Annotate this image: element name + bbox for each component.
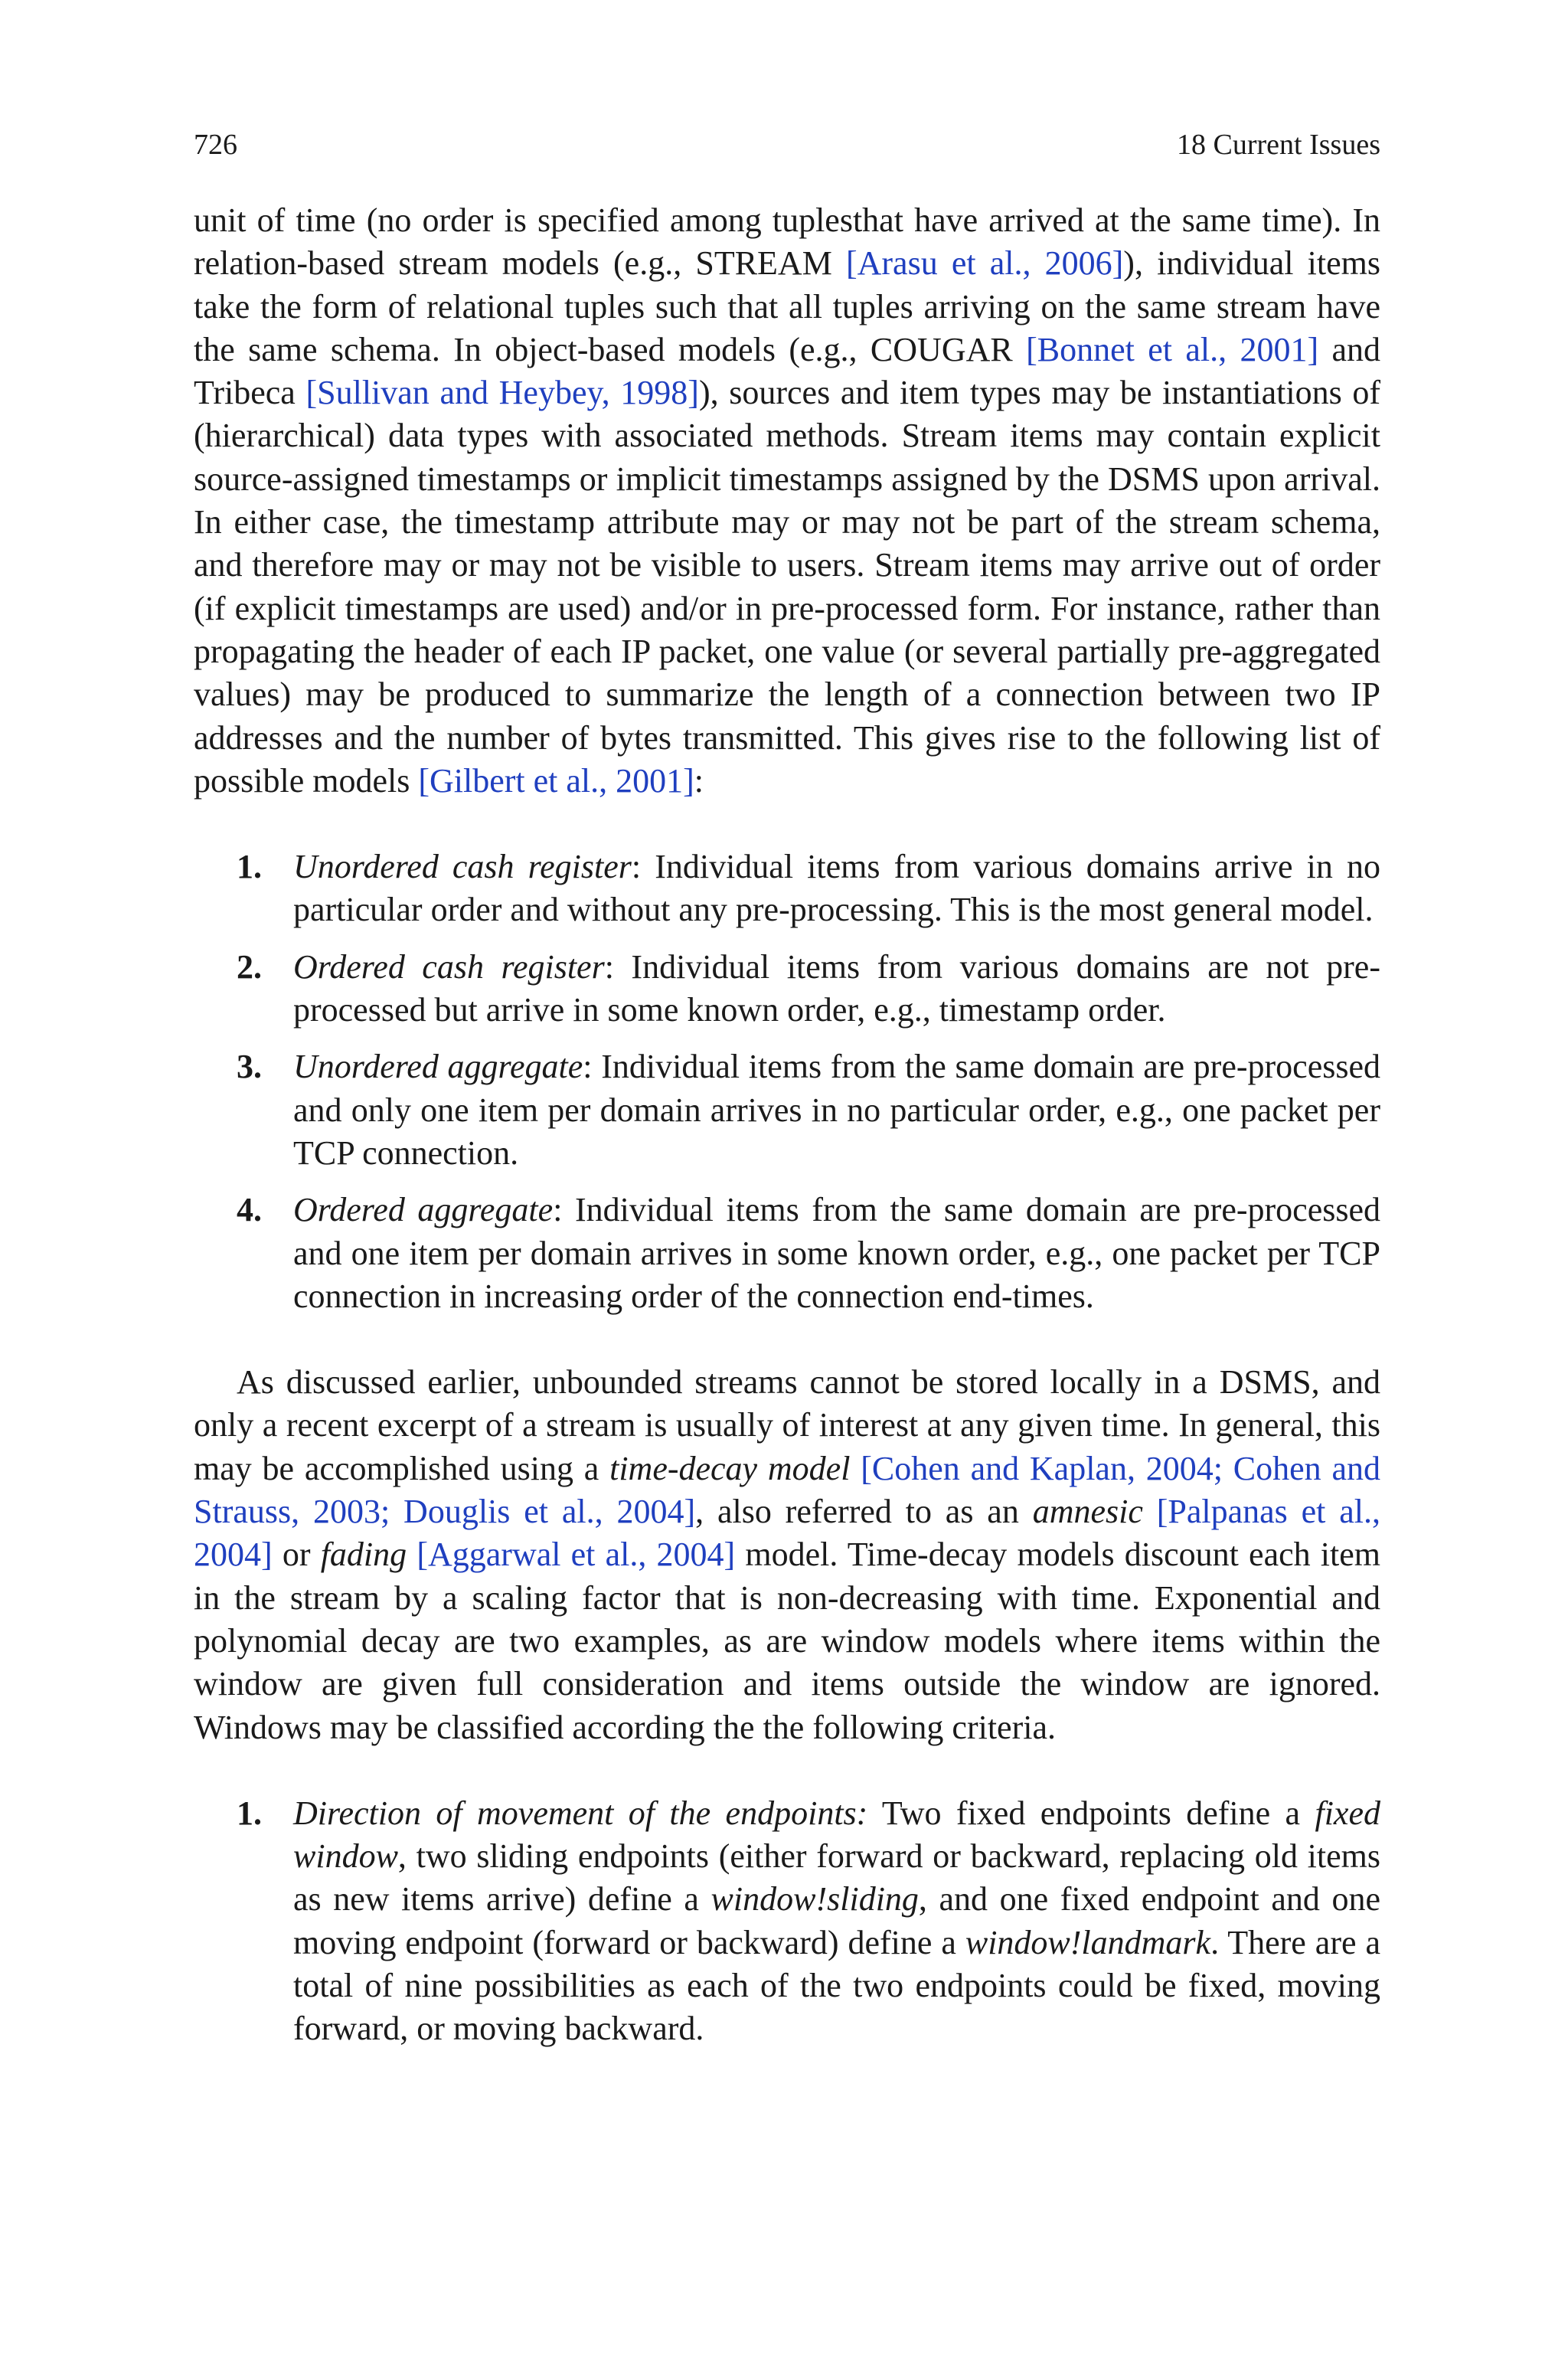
- text-run: [850, 1450, 861, 1487]
- text-run: , and one fixed endpoint and one moving endpoint (forward or backward) define a: [293, 1880, 1380, 1961]
- text-run: model. Time-decay models discount each item in the stream by a scaling factor that is non-decreasing with time. Exponential and polynomial decay are two examples, as are window models where items within the window are given full consideration and items outside the window are ignored. Windows may be classified according the the following criteria.: [194, 1536, 1381, 1746]
- citation-link[interactable]: [Aggarwal et al., 2004]: [416, 1536, 736, 1574]
- emphasis: amnesic: [1032, 1493, 1143, 1531]
- list-term: Direction of movement of the endpoints:: [293, 1794, 868, 1832]
- list-number: 1.: [237, 848, 262, 886]
- window-criteria-list: [194, 1792, 1380, 2051]
- text-run: Two fixed endpoints define a: [867, 1794, 1315, 1832]
- chapter-title: 18 Current Issues: [1177, 129, 1380, 161]
- emphasis: time-decay model: [609, 1449, 851, 1487]
- text-run: :: [694, 761, 704, 800]
- list-item: [194, 1189, 1380, 1318]
- stream-models-list: [194, 846, 1380, 1318]
- text-run: . There are a total of nine possibilities as each of the two endpoints could be fixed, moving forward, or moving backward.: [293, 1923, 1380, 2048]
- text-run: , also referred to as an: [695, 1493, 1033, 1531]
- emphasis: window!sliding: [710, 1880, 919, 1918]
- text-run: unit of time (no order is specified among tuplesthat have arrived at the same time). In relation-based stream models (e.g., STREAM: [194, 201, 1380, 283]
- list-number: 4.: [237, 1191, 262, 1229]
- citation-link[interactable]: [Cohen and Kaplan, 2004; Cohen and Strauss, 2003; Douglis et al., 2004]: [194, 1449, 1380, 1531]
- text-run: ), individual items take the form of relational tuples such that all tuples arriving on the same stream have the same schema. In object-based models (e.g., COUGAR: [194, 244, 1380, 368]
- list-number: 2.: [237, 947, 262, 986]
- list-item: [194, 1045, 1380, 1175]
- list-item: [194, 1792, 1380, 2051]
- text-run: [1143, 1493, 1157, 1530]
- text-run: , two sliding endpoints (either forward or backward, replacing old items as new items arrive) define a: [293, 1837, 1380, 1918]
- body-text: [194, 199, 1380, 2094]
- emphasis: fading: [320, 1536, 407, 1574]
- citation-link[interactable]: [Gilbert et al., 2001]: [418, 761, 694, 800]
- emphasis: window!landmark: [965, 1923, 1211, 1961]
- citation-link[interactable]: [Bonnet et al., 2001]: [1026, 330, 1319, 368]
- citation-link[interactable]: [Arasu et al., 2006]: [845, 244, 1124, 283]
- list-item: [194, 946, 1380, 1032]
- citation-link[interactable]: [Palpanas et al., 2004]: [194, 1493, 1380, 1574]
- list-term: Unordered aggregate: [293, 1048, 583, 1086]
- list-text: : Individual items from the same domain are pre-processed and one item per domain arrives in some known order, e.g., one packet per TCP connection in increasing order of the connection end-times.: [293, 1191, 1381, 1315]
- list-number: 3.: [237, 1048, 262, 1086]
- paragraph-time-decay: [194, 1361, 1380, 1749]
- list-text: : Individual items from various domains arrive in no particular order and without any pre-processing. This is the most general model.: [293, 848, 1380, 929]
- list-term: Ordered aggregate: [293, 1191, 554, 1229]
- paragraph-models: [194, 199, 1380, 803]
- text-run: [407, 1536, 416, 1573]
- list-text: : Individual items from the same domain are pre-processed and only one item per domain arrives in no particular order, e.g., one packet per TCP connection.: [293, 1048, 1380, 1172]
- list-term: Unordered cash register: [293, 848, 632, 886]
- emphasis: fixed window: [293, 1794, 1380, 1876]
- list-term: Ordered cash register: [293, 947, 605, 986]
- citation-link[interactable]: [Sullivan and Heybey, 1998]: [305, 374, 699, 412]
- text-run: or: [272, 1536, 321, 1574]
- page-number: 726: [194, 129, 237, 161]
- list-item: [194, 846, 1380, 932]
- list-number: 1.: [237, 1794, 262, 1832]
- running-head: [194, 126, 1380, 164]
- list-text: : Individual items from various domains are not pre-processed but arrive in some known order, e.g., timestamp order.: [293, 947, 1380, 1029]
- text-run: and Tribeca: [194, 330, 1381, 412]
- text-run: As discussed earlier, unbounded streams cannot be stored locally in a DSMS, and only a recent excerpt of a stream is usually of interest at any given time. In general, this may be accomplished using a: [194, 1363, 1380, 1487]
- text-run: ), sources and item types may be instantiations of (hierarchical) data types with associated methods. Stream items may contain explicit source-assigned timestamps or implicit timestamps assigned by the DSMS upon arrival. In either case, the timestamp attribute may or may not be part of the stream schema, and therefore may or may not be visible to users. Stream items may arrive out of order (if explicit timestamps are used) and/or in pre-processed form. For instance, rather than propagating the header of each IP packet, one value (or several partially pre-aggregated values) may be produced to summarize the length of a connection between two IP addresses and the number of bytes transmitted. This gives rise to the following list of possible models: [194, 374, 1381, 800]
